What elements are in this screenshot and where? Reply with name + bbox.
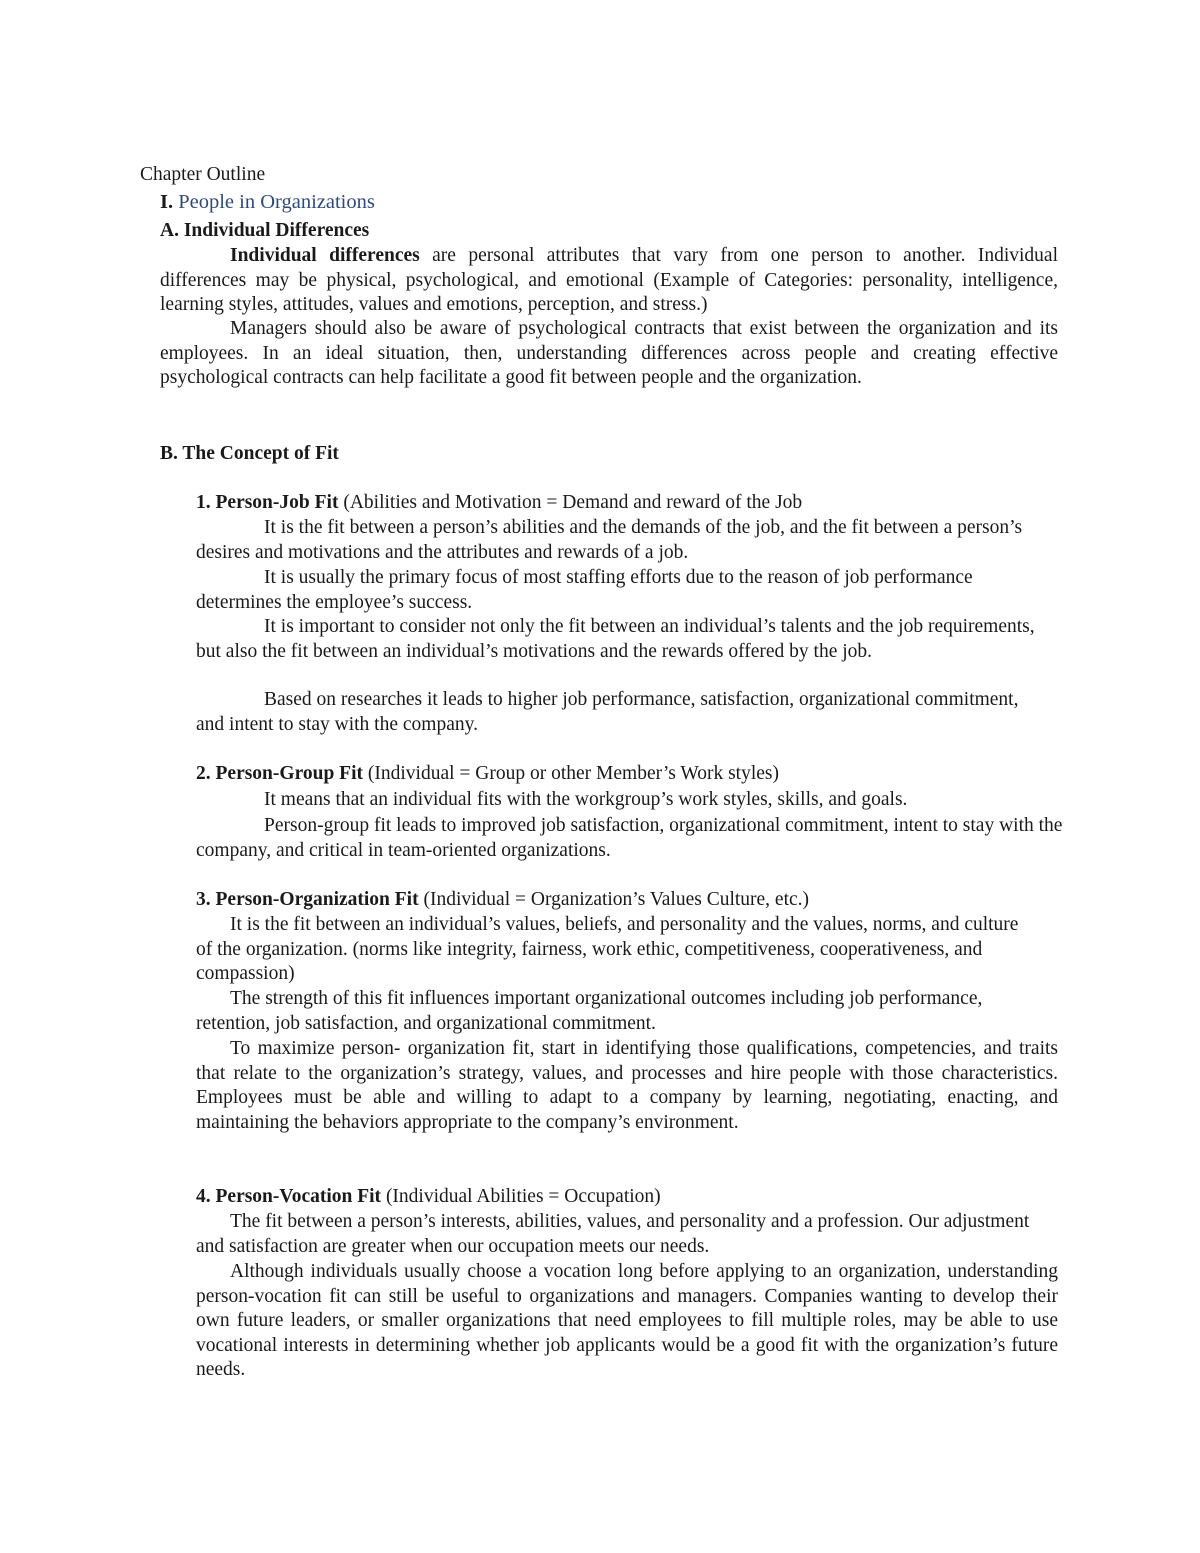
section-a-heading: A. Individual Differences bbox=[160, 220, 370, 241]
section-a-paragraph-1: Individual differences are personal attributes that vary from one person to another. Individual differences may be physical, psychological, and emotional (Example of Categories: personality, intelligence, learning styles, attitudes, values and emotions, perception, and stress.) bbox=[160, 245, 1058, 315]
fit-1-paragraph-3: It is important to consider not only the fit between an individual’s talents and the job requirements, but also the fit between an individual’s motivations and the rewards offered by the job. bbox=[196, 616, 1035, 662]
fit-4-paragraph-2: Although individuals usually choose a vocation long before applying to an organization, understanding person-vocation fit can still be useful to organizations and managers. Companies wanting to develop their own future leaders, or smaller organizations that need employees to fill multiple roles, may be able to use vocational interests in determining whether job applicants would be a good fit with the organization’s future needs. bbox=[196, 1261, 1058, 1380]
fit-4-title: 4. Person-Vocation Fit (Individual Abilities = Occupation) bbox=[196, 1186, 661, 1207]
section-i-number: I. bbox=[160, 191, 174, 213]
fit-4-paragraph-1: The fit between a person’s interests, abilities, values, and personality and a profession. Our adjustment and satisfaction are greater when our occupation meets our needs. bbox=[196, 1211, 1030, 1257]
fit-3-paragraph-2: The strength of this fit influences important organizational outcomes including job performance, retention, job satisfaction, and organizational commitment. bbox=[196, 988, 983, 1034]
term-individual-differences: Individual differences bbox=[230, 245, 420, 266]
section-i-title: People in Organizations bbox=[178, 191, 375, 213]
fit-1-title: 1. Person-Job Fit (Abilities and Motivation = Demand and reward of the Job bbox=[196, 492, 803, 513]
fit-2-paragraph-1: It means that an individual fits with the workgroup’s work styles, skills, and goals. bbox=[264, 789, 908, 810]
fit-3-title: 3. Person-Organization Fit (Individual = Organization’s Values Culture, etc.) bbox=[196, 889, 810, 910]
section-b-heading: B. The Concept of Fit bbox=[160, 443, 339, 464]
section-a-paragraph-2: Managers should also be aware of psychological contracts that exist between the organization and its employees. In an ideal situation, then, understanding differences across people and creating effective psychological contracts can help facilitate a good fit between people and the organization. bbox=[160, 318, 1058, 388]
fit-1-paragraph-2: It is usually the primary focus of most staffing efforts due to the reason of job performance determines the employee’s success. bbox=[196, 567, 973, 613]
section-i-heading bbox=[160, 190, 375, 215]
fit-3-paragraph-1: It is the fit between an individual’s values, beliefs, and personality and the values, norms, and culture of the organization. (norms like integrity, fairness, work ethic, competitiveness, cooperativeness, and compassion) bbox=[196, 914, 1019, 984]
fit-3-paragraph-3: To maximize person- organization fit, start in identifying those qualifications, competencies, and traits that relate to the organization’s strategy, values, and processes and hire people with those characteristics. Employees must be able and willing to adapt to a company by learning, negotiating, enacting, and maintaining the behaviors appropriate to the company’s environment. bbox=[196, 1038, 1058, 1133]
outline-label: Chapter Outline bbox=[140, 164, 266, 185]
fit-1-paragraph-1: It is the fit between a person’s abilities and the demands of the job, and the fit between a person’s desires and motivations and the attributes and rewards of a job. bbox=[196, 517, 1023, 563]
fit-1-paragraph-4: Based on researches it leads to higher job performance, satisfaction, organizational commitment, and intent to stay with the company. bbox=[196, 689, 1019, 735]
fit-2-title: 2. Person-Group Fit (Individual = Group or other Member’s Work styles) bbox=[196, 763, 779, 784]
fit-2-paragraph-2: Person-group fit leads to improved job satisfaction, organizational commitment, intent to stay with the company, and critical in team-oriented organizations. bbox=[196, 815, 1063, 861]
